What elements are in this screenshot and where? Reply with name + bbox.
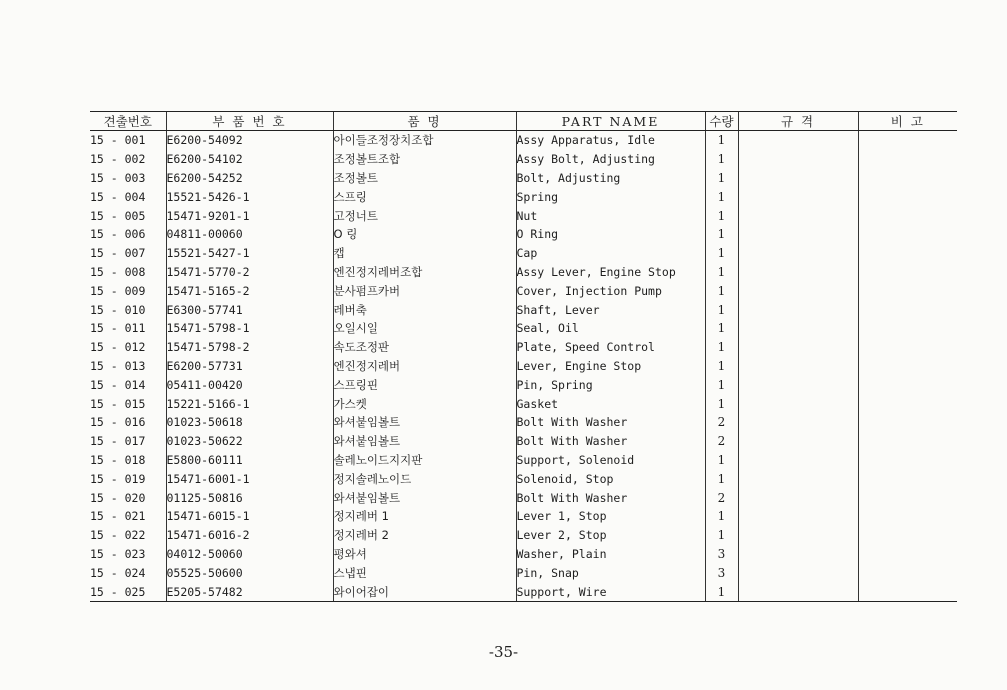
- part-name-cell: Support, Solenoid: [516, 451, 705, 470]
- korean-name-cell: 와셔붙임볼트: [333, 413, 516, 432]
- table-row: [90, 413, 957, 432]
- part-number-cell: 15471-6016-2: [166, 526, 333, 545]
- korean-name-cell: 정지솔레노이드: [333, 469, 516, 488]
- remarks-cell: [858, 488, 957, 507]
- index-number-cell: 15 - 013: [90, 358, 146, 373]
- korean-name-cell: 분사펌프카버: [333, 281, 516, 300]
- index-number-cell: 15 - 020: [90, 490, 146, 505]
- specification-cell: [738, 451, 858, 470]
- header-remarks: 비 고: [858, 112, 957, 131]
- korean-name-cell: 레버축: [333, 300, 516, 319]
- specification-cell: [738, 394, 858, 413]
- table-row: [90, 563, 957, 582]
- quantity-cell: 2: [705, 413, 738, 432]
- specification-cell: [738, 375, 858, 394]
- index-number-cell: 15 - 008: [90, 264, 146, 279]
- table-row: [90, 488, 957, 507]
- part-number-cell: 15471-6015-1: [166, 507, 333, 526]
- table-row: [90, 432, 957, 451]
- table-row: [90, 187, 957, 206]
- part-name-cell: Bolt With Washer: [516, 413, 705, 432]
- part-name-cell: Nut: [516, 206, 705, 225]
- part-number-cell: E5205-57482: [166, 582, 333, 601]
- index-number-cell: 15 - 014: [90, 377, 146, 392]
- index-number-cell: 15 - 025: [90, 582, 166, 601]
- quantity-cell: 1: [705, 206, 738, 225]
- quantity-cell: 1: [705, 375, 738, 394]
- index-number-cell: 15 - 011: [90, 321, 146, 336]
- header-part-number: 부 품 번 호: [166, 112, 333, 131]
- part-name-cell: Pin, Snap: [516, 563, 705, 582]
- quantity-cell: 1: [705, 300, 738, 319]
- quantity-cell: 1: [705, 394, 738, 413]
- korean-name-cell: 평와셔: [333, 545, 516, 564]
- remarks-cell: [858, 469, 957, 488]
- remarks-cell: [858, 263, 957, 282]
- specification-cell: [738, 319, 858, 338]
- quantity-cell: 1: [705, 357, 738, 376]
- quantity-cell: 3: [705, 545, 738, 564]
- part-name-cell: Support, Wire: [516, 582, 705, 601]
- quantity-cell: 1: [705, 582, 738, 601]
- specification-cell: [738, 206, 858, 225]
- quantity-cell: 1: [705, 263, 738, 282]
- table-row: [90, 300, 957, 319]
- part-number-cell: 15521-5426-1: [166, 187, 333, 206]
- table-row: [90, 281, 957, 300]
- specification-cell: [738, 357, 858, 376]
- quantity-cell: 1: [705, 469, 738, 488]
- remarks-cell: [858, 150, 957, 169]
- korean-name-cell: 스냅핀: [333, 563, 516, 582]
- index-number-cell: 15 - 001: [90, 133, 146, 148]
- specification-cell: [738, 338, 858, 357]
- table-row: [90, 225, 957, 244]
- part-name-cell: Bolt With Washer: [516, 432, 705, 451]
- part-number-cell: 05525-50600: [166, 563, 333, 582]
- korean-name-cell: 와이어잡이: [333, 582, 516, 601]
- part-name-cell: Washer, Plain: [516, 545, 705, 564]
- specification-cell: [738, 563, 858, 582]
- part-number-cell: 01023-50622: [166, 432, 333, 451]
- table-row: [90, 263, 957, 282]
- remarks-cell: [858, 169, 957, 188]
- korean-name-cell: 와셔붙임볼트: [333, 488, 516, 507]
- part-name-cell: Pin, Spring: [516, 375, 705, 394]
- quantity-cell: 1: [705, 244, 738, 263]
- specification-cell: [738, 526, 858, 545]
- quantity-cell: 2: [705, 432, 738, 451]
- remarks-cell: [858, 338, 957, 357]
- index-number-cell: 15 - 005: [90, 208, 146, 223]
- remarks-cell: [858, 357, 957, 376]
- part-name-cell: Cap: [516, 244, 705, 263]
- korean-name-cell: O 링: [333, 225, 516, 244]
- part-name-cell: Seal, Oil: [516, 319, 705, 338]
- quantity-cell: 1: [705, 281, 738, 300]
- korean-name-cell: 조정볼트: [333, 169, 516, 188]
- header-quantity: 수량: [705, 112, 738, 131]
- quantity-cell: 1: [705, 507, 738, 526]
- table-row: [90, 375, 957, 394]
- index-number-cell: 15 - 002: [90, 152, 146, 167]
- korean-name-cell: 속도조정판: [333, 338, 516, 357]
- part-number-cell: 05411-00420: [166, 375, 333, 394]
- index-number-cell: 15 - 024: [90, 565, 146, 580]
- specification-cell: [738, 469, 858, 488]
- korean-name-cell: 오일시일: [333, 319, 516, 338]
- table-row: [90, 150, 957, 169]
- part-number-cell: E6300-57741: [166, 300, 333, 319]
- korean-name-cell: 스프링: [333, 187, 516, 206]
- header-specification: 규 격: [738, 112, 858, 131]
- quantity-cell: 1: [705, 319, 738, 338]
- part-number-cell: 01125-50816: [166, 488, 333, 507]
- specification-cell: [738, 300, 858, 319]
- specification-cell: [738, 432, 858, 451]
- header-korean-name: 품 명: [333, 112, 516, 131]
- specification-cell: [738, 169, 858, 188]
- specification-cell: [738, 507, 858, 526]
- specification-cell: [738, 131, 858, 150]
- part-name-cell: Plate, Speed Control: [516, 338, 705, 357]
- remarks-cell: [858, 225, 957, 244]
- korean-name-cell: 정지레버 1: [333, 507, 516, 526]
- index-number-cell: 15 - 004: [90, 189, 146, 204]
- part-name-cell: Solenoid, Stop: [516, 469, 705, 488]
- remarks-cell: [858, 563, 957, 582]
- table-row: [90, 131, 957, 150]
- part-number-cell: 04012-50060: [166, 545, 333, 564]
- korean-name-cell: 아이들조정장치조합: [333, 131, 516, 150]
- part-number-cell: 15471-6001-1: [166, 469, 333, 488]
- index-number-cell: 15 - 021: [90, 509, 146, 524]
- table-row: [90, 338, 957, 357]
- specification-cell: [738, 582, 858, 601]
- part-number-cell: 15471-9201-1: [166, 206, 333, 225]
- table-row: [90, 169, 957, 188]
- index-number-cell: 15 - 016: [90, 415, 146, 430]
- part-number-cell: E6200-57731: [166, 357, 333, 376]
- part-name-cell: Shaft, Lever: [516, 300, 705, 319]
- table-row: [90, 545, 957, 564]
- header-part-name: PART NAME: [516, 112, 705, 131]
- table-row: [90, 469, 957, 488]
- index-number-cell: 15 - 012: [90, 340, 146, 355]
- part-number-cell: 15471-5798-1: [166, 319, 333, 338]
- specification-cell: [738, 244, 858, 263]
- specification-cell: [738, 281, 858, 300]
- remarks-cell: [858, 281, 957, 300]
- table-row: [90, 244, 957, 263]
- remarks-cell: [858, 206, 957, 225]
- remarks-cell: [858, 131, 957, 150]
- korean-name-cell: 가스켓: [333, 394, 516, 413]
- remarks-cell: [858, 507, 957, 526]
- remarks-cell: [858, 375, 957, 394]
- index-number-cell: 15 - 022: [90, 528, 146, 543]
- specification-cell: [738, 413, 858, 432]
- table-header-row: [90, 112, 957, 131]
- korean-name-cell: 엔진정지레버: [333, 357, 516, 376]
- table-row: [90, 451, 957, 470]
- table-body: [90, 131, 957, 602]
- remarks-cell: [858, 300, 957, 319]
- header-index-number: 견출번호: [90, 112, 166, 131]
- part-name-cell: Cover, Injection Pump: [516, 281, 705, 300]
- remarks-cell: [858, 244, 957, 263]
- korean-name-cell: 솔레노이드지지판: [333, 451, 516, 470]
- remarks-cell: [858, 451, 957, 470]
- quantity-cell: 1: [705, 150, 738, 169]
- table-row: [90, 319, 957, 338]
- index-number-cell: 15 - 009: [90, 283, 146, 298]
- part-name-cell: Bolt With Washer: [516, 488, 705, 507]
- part-name-cell: Bolt, Adjusting: [516, 169, 705, 188]
- remarks-cell: [858, 319, 957, 338]
- quantity-cell: 1: [705, 187, 738, 206]
- specification-cell: [738, 263, 858, 282]
- index-number-cell: 15 - 017: [90, 434, 146, 449]
- table-row: [90, 582, 957, 601]
- part-name-cell: Spring: [516, 187, 705, 206]
- remarks-cell: [858, 394, 957, 413]
- index-number-cell: 15 - 018: [90, 452, 146, 467]
- remarks-cell: [858, 432, 957, 451]
- quantity-cell: 1: [705, 338, 738, 357]
- part-number-cell: 04811-00060: [166, 225, 333, 244]
- korean-name-cell: 정지레버 2: [333, 526, 516, 545]
- part-number-cell: E6200-54102: [166, 150, 333, 169]
- part-number-cell: 01023-50618: [166, 413, 333, 432]
- part-name-cell: Lever 2, Stop: [516, 526, 705, 545]
- part-name-cell: Lever, Engine Stop: [516, 357, 705, 376]
- part-number-cell: E6200-54252: [166, 169, 333, 188]
- part-number-cell: 15521-5427-1: [166, 244, 333, 263]
- part-name-cell: Assy Apparatus, Idle: [516, 131, 705, 150]
- remarks-cell: [858, 526, 957, 545]
- quantity-cell: 1: [705, 225, 738, 244]
- korean-name-cell: 고정너트: [333, 206, 516, 225]
- quantity-cell: 2: [705, 488, 738, 507]
- remarks-cell: [858, 582, 957, 601]
- specification-cell: [738, 225, 858, 244]
- index-number-cell: 15 - 023: [90, 546, 146, 561]
- part-number-cell: 15471-5798-2: [166, 338, 333, 357]
- korean-name-cell: 조정볼트조합: [333, 150, 516, 169]
- table-row: [90, 394, 957, 413]
- quantity-cell: 1: [705, 169, 738, 188]
- quantity-cell: 1: [705, 526, 738, 545]
- part-number-cell: E5800-60111: [166, 451, 333, 470]
- korean-name-cell: 와셔붙임볼트: [333, 432, 516, 451]
- quantity-cell: 1: [705, 131, 738, 150]
- table-row: [90, 206, 957, 225]
- quantity-cell: 1: [705, 451, 738, 470]
- korean-name-cell: 엔진정지레버조합: [333, 263, 516, 282]
- part-name-cell: Gasket: [516, 394, 705, 413]
- specification-cell: [738, 187, 858, 206]
- index-number-cell: 15 - 003: [90, 170, 146, 185]
- table-row: [90, 357, 957, 376]
- index-number-cell: 15 - 019: [90, 471, 146, 486]
- specification-cell: [738, 545, 858, 564]
- part-name-cell: O Ring: [516, 225, 705, 244]
- quantity-cell: 3: [705, 563, 738, 582]
- remarks-cell: [858, 413, 957, 432]
- part-name-cell: Assy Bolt, Adjusting: [516, 150, 705, 169]
- specification-cell: [738, 150, 858, 169]
- index-number-cell: 15 - 006: [90, 227, 146, 242]
- specification-cell: [738, 488, 858, 507]
- table-row: [90, 507, 957, 526]
- parts-table: [90, 111, 957, 602]
- index-number-cell: 15 - 007: [90, 246, 146, 261]
- part-number-cell: 15471-5165-2: [166, 281, 333, 300]
- index-number-cell: 15 - 010: [90, 302, 146, 317]
- index-number-cell: 15 - 015: [90, 396, 146, 411]
- page-number: -35-: [488, 643, 519, 661]
- part-number-cell: 15221-5166-1: [166, 394, 333, 413]
- part-number-cell: E6200-54092: [166, 131, 333, 150]
- remarks-cell: [858, 187, 957, 206]
- part-number-cell: 15471-5770-2: [166, 263, 333, 282]
- korean-name-cell: 캡: [333, 244, 516, 263]
- remarks-cell: [858, 545, 957, 564]
- korean-name-cell: 스프링핀: [333, 375, 516, 394]
- table-row: [90, 526, 957, 545]
- part-name-cell: Assy Lever, Engine Stop: [516, 263, 705, 282]
- part-name-cell: Lever 1, Stop: [516, 507, 705, 526]
